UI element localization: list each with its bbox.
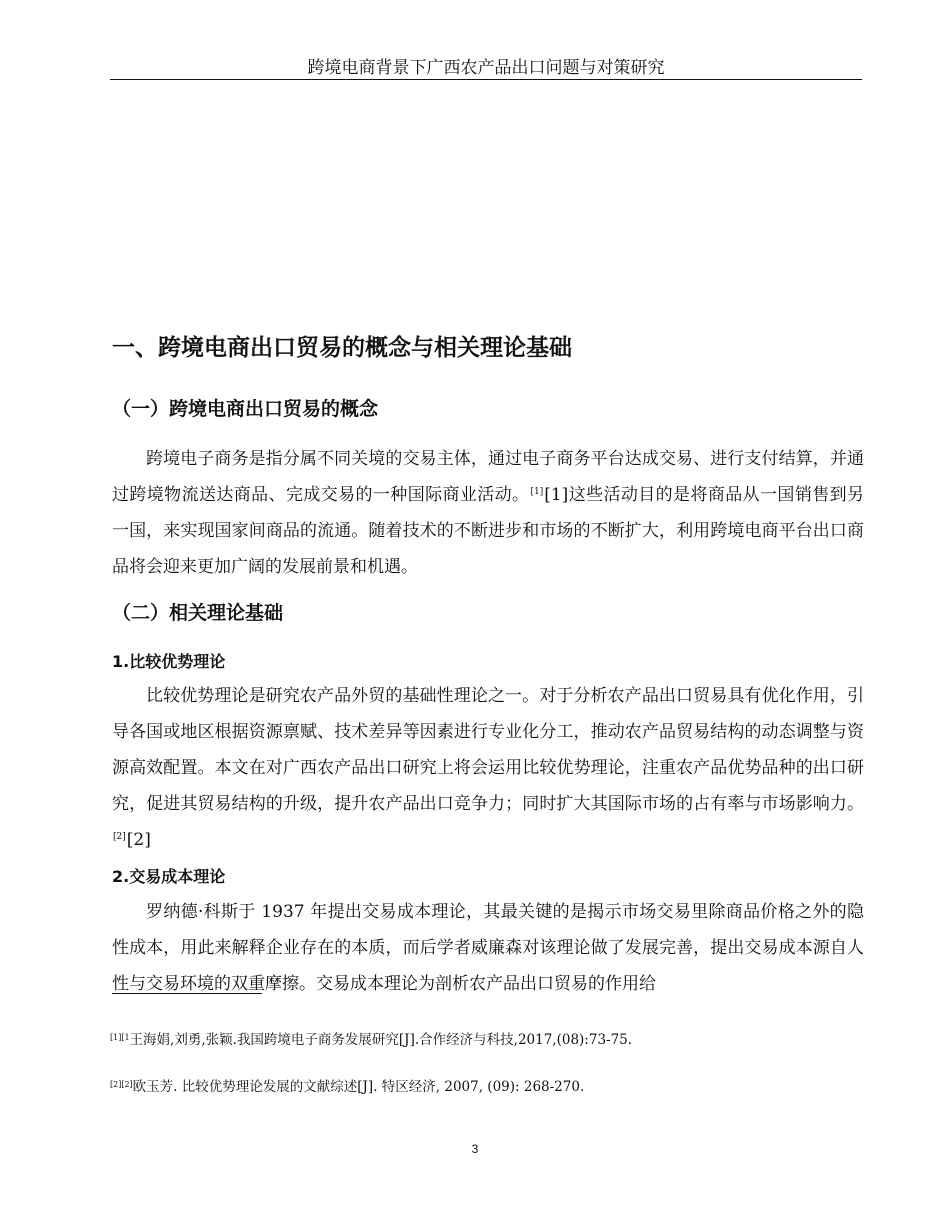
subsection-title-transaction-cost: 2.交易成本理论: [112, 867, 226, 886]
paragraph-comparative-text-a: 比较优势理论是研究农产品外贸的基础性理论之一。对于分析农产品出口贸易具有优化作用，引导各国或地区根据资源禀赋、技术差异等因素进行专业化分工，推动农产品贸易结构的动态调整与资源高效配置。本文在对广西农产品出口研究上将会运用比较优势理论，注重农产品优势品种的出口研究，促进其贸易结构的升级，提升农产品出口竞争力；同时扩大其国际市场的占有率与市场影响力。: [112, 686, 864, 814]
paragraph-concept-text-a: 跨境电子商务是指分属不同关境的交易主体，通过电子商务平台达成交易、进行支付结算，并通过跨境物流送达商品、完成交易的一种国际商业活动。: [112, 449, 864, 505]
footnote-divider: [112, 993, 262, 994]
subsection-title-comparative-advantage: 1.比较优势理论: [112, 652, 226, 671]
paragraph-concept: [112, 441, 864, 585]
paragraph-transaction-cost: 罗纳德·科斯于 1937 年提出交易成本理论，其最关键的是揭示市场交易里除商品价格之外的隐性成本，用此来解释企业存在的本质，而后学者威廉森对该理论做了发展完善，提出交易成本源自人性与交易环境的双重摩擦。交易成本理论为剖析农产品出口贸易的作用给: [112, 902, 864, 994]
header-divider: [110, 79, 862, 80]
footnote-ref-2[interactable]: [2]: [113, 832, 126, 842]
footnote-1: [110, 1030, 862, 1050]
paragraph-comparative-text-b: [2]: [126, 830, 151, 850]
page-number: 3: [471, 1142, 479, 1156]
chapter-title: 一、跨境电商出口贸易的概念与相关理论基础: [112, 335, 572, 361]
footnote-1-mark: [1][1: [110, 1033, 130, 1042]
paragraph-concept-text-b: [1]这些活动目的是将商品从一国销售到另一国，来实现国家间商品的流通。随着技术的不断进步和市场的不断扩大，利用跨境电商平台出口商品将会迎来更加广阔的发展前景和机遇。: [112, 485, 864, 577]
footnote-2-text: 欧玉芳. 比较优势理论发展的文献综述[J]. 特区经济, 2007, (09): 268-270.: [132, 1079, 585, 1095]
paragraph-comparative-advantage: [112, 678, 864, 858]
footnote-2-mark: [2][2]: [110, 1080, 133, 1089]
footnote-ref-1[interactable]: [1]: [530, 487, 544, 497]
footnote-2: [110, 1077, 862, 1097]
section-title-concept: （一）跨境电商出口贸易的概念: [112, 398, 379, 420]
footnote-1-text: 王海娟,刘勇,张颖.我国跨境电子商务发展研究[J].合作经济与科技,2017,(08):73-75.: [129, 1032, 633, 1048]
running-header: 跨境电商背景下广西农产品出口问题与对策研究: [307, 58, 665, 78]
section-title-theory: （二）相关理论基础: [112, 602, 284, 624]
